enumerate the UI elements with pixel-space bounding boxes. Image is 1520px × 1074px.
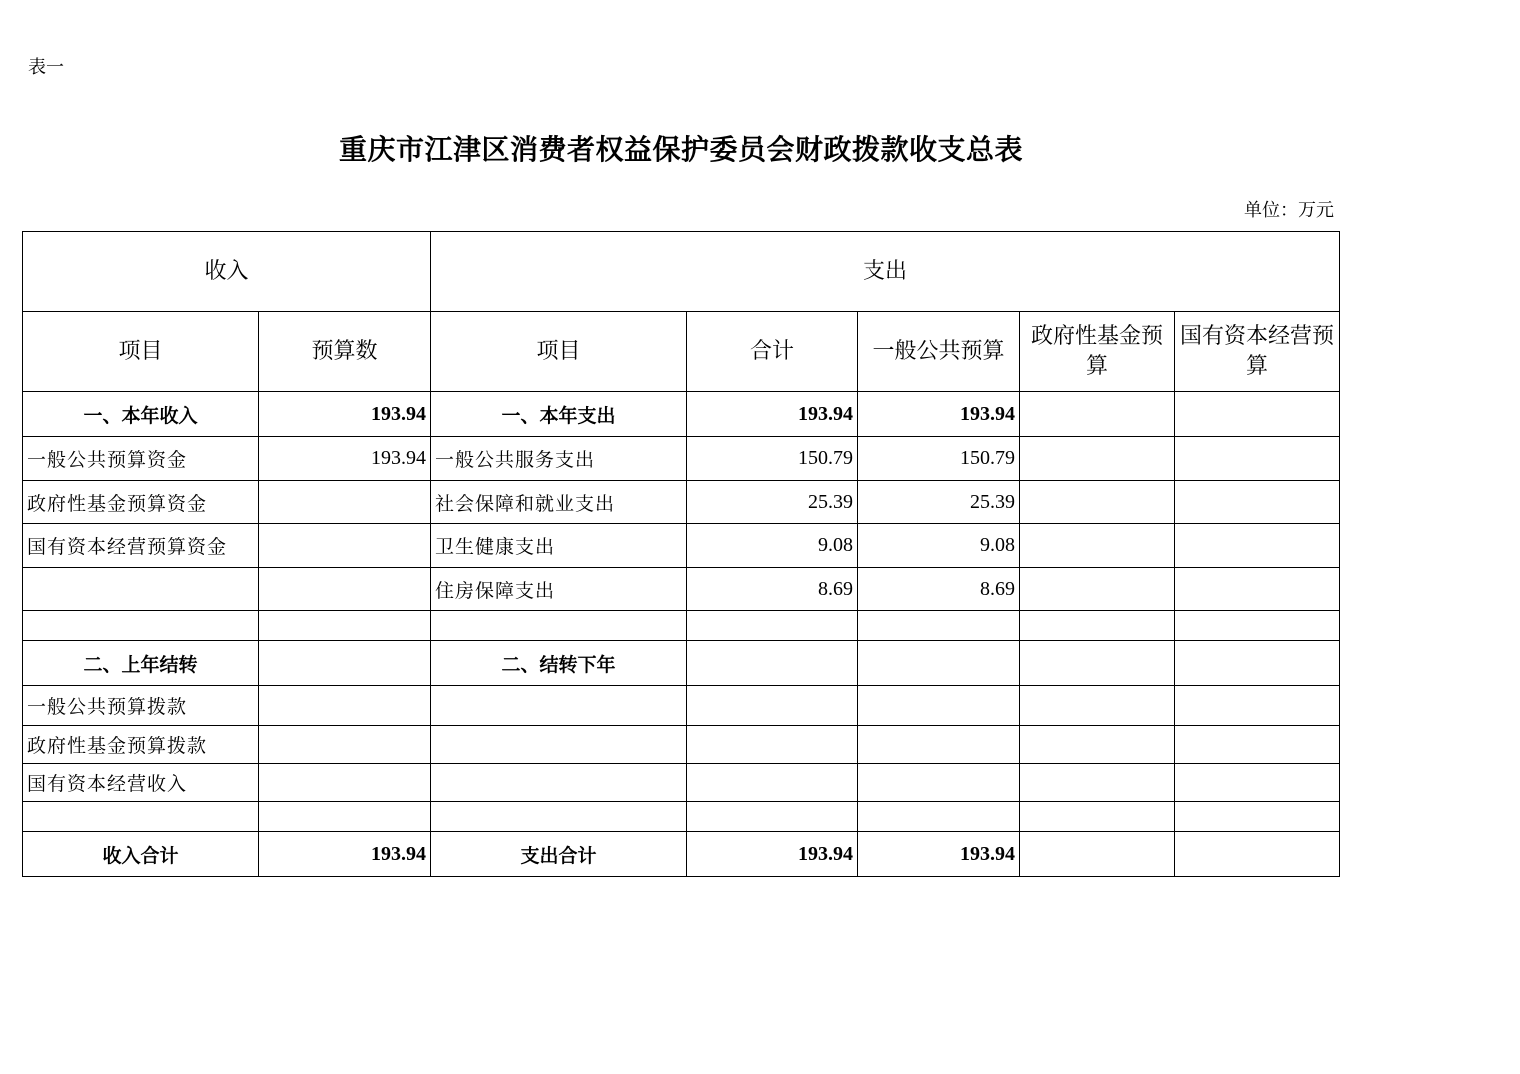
income-amount [259,726,431,764]
expense-item [431,686,687,726]
total-value: 193.94 [687,832,858,877]
header-row-2 [23,312,1340,392]
income-amount [259,568,431,611]
total-value: 150.79 [687,437,858,481]
total-value: 193.94 [687,392,858,437]
income-item: 政府性基金预算资金 [23,481,259,524]
expense-total-label: 支出合计 [431,832,687,877]
general-value: 8.69 [858,568,1020,611]
income-amount [259,611,431,641]
total-value [687,611,858,641]
fund-value [1020,641,1175,686]
table-row [23,802,1340,832]
fund-budget-header: 政府性基金预算 [1020,312,1175,392]
income-item: 国有资本经营预算资金 [23,524,259,568]
total-value [687,726,858,764]
table-row [23,641,1340,686]
income-amount [259,764,431,802]
general-value [858,802,1020,832]
total-value: 8.69 [687,568,858,611]
general-value: 193.94 [858,392,1020,437]
general-value: 150.79 [858,437,1020,481]
expense-item: 一、本年支出 [431,392,687,437]
income-amount [259,481,431,524]
total-value [687,802,858,832]
general-value [858,686,1020,726]
fund-value [1020,764,1175,802]
total-value [687,641,858,686]
income-item [23,568,259,611]
fund-value [1020,481,1175,524]
table-row [23,611,1340,641]
fund-value [1020,832,1175,877]
table-row [23,726,1340,764]
expense-item [431,764,687,802]
income-budget-header: 预算数 [259,312,431,392]
fund-value [1020,568,1175,611]
expense-item [431,611,687,641]
expense-item [431,802,687,832]
state-value [1175,524,1340,568]
page-title: 重庆市江津区消费者权益保护委员会财政拨款收支总表 [338,133,1023,166]
income-amount [259,802,431,832]
income-header: 收入 [23,232,431,312]
general-value [858,611,1020,641]
table-row [23,392,1340,437]
table-row [23,524,1340,568]
state-value [1175,832,1340,877]
unit-label: 单位：万元 [1244,200,1334,221]
income-total-label: 收入合计 [23,832,259,877]
state-capital-header: 国有资本经营预算 [1175,312,1340,392]
income-amount [259,641,431,686]
income-amount [259,524,431,568]
income-item [23,611,259,641]
table-row [23,481,1340,524]
state-value [1175,611,1340,641]
total-value: 25.39 [687,481,858,524]
income-item-header: 项目 [23,312,259,392]
expense-item: 一般公共服务支出 [431,437,687,481]
state-value [1175,437,1340,481]
expense-item [431,726,687,764]
state-value [1175,568,1340,611]
state-value [1175,686,1340,726]
expense-item: 卫生健康支出 [431,524,687,568]
fund-value [1020,524,1175,568]
income-item: 一般公共预算资金 [23,437,259,481]
income-amount: 193.94 [259,392,431,437]
table-label: 表一 [28,57,64,78]
table-row-total [23,832,1340,877]
income-total-amount: 193.94 [259,832,431,877]
fund-value [1020,726,1175,764]
state-value [1175,481,1340,524]
income-item: 二、上年结转 [23,641,259,686]
table-row [23,686,1340,726]
table-row [23,568,1340,611]
general-value: 9.08 [858,524,1020,568]
income-item [23,802,259,832]
budget-table [22,231,1340,877]
general-budget-header: 一般公共预算 [858,312,1020,392]
income-amount: 193.94 [259,437,431,481]
table-row [23,437,1340,481]
general-value [858,764,1020,802]
income-item: 国有资本经营收入 [23,764,259,802]
income-amount [259,686,431,726]
general-value [858,641,1020,686]
state-value [1175,641,1340,686]
general-value [858,726,1020,764]
state-value [1175,764,1340,802]
expense-item-header: 项目 [431,312,687,392]
total-value [687,686,858,726]
total-header: 合计 [687,312,858,392]
expense-item: 住房保障支出 [431,568,687,611]
fund-value [1020,802,1175,832]
total-value [687,764,858,802]
total-value: 9.08 [687,524,858,568]
state-value [1175,392,1340,437]
income-item: 一般公共预算拨款 [23,686,259,726]
expense-item: 社会保障和就业支出 [431,481,687,524]
table-row [23,764,1340,802]
general-value: 25.39 [858,481,1020,524]
state-value [1175,802,1340,832]
expense-item: 二、结转下年 [431,641,687,686]
header-row-1 [23,232,1340,312]
fund-value [1020,437,1175,481]
general-value: 193.94 [858,832,1020,877]
fund-value [1020,686,1175,726]
income-item: 一、本年收入 [23,392,259,437]
fund-value [1020,611,1175,641]
fund-value [1020,392,1175,437]
state-value [1175,726,1340,764]
income-item: 政府性基金预算拨款 [23,726,259,764]
expense-header: 支出 [431,232,1340,312]
